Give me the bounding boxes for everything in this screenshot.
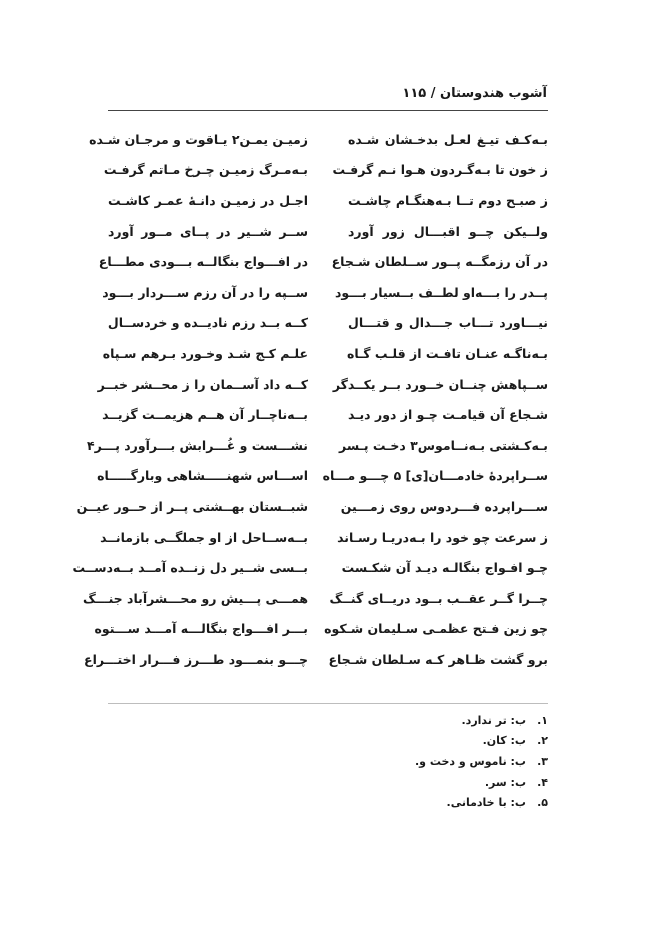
hemistich-first: ز سرعت چو خود را بـه‌دریـا رسـاند — [337, 529, 548, 545]
hemistich-second: اســـاس شهنـــــشاهی وبارگـــــاه — [97, 468, 308, 484]
couplet — [98, 246, 548, 277]
hemistich-second: بــه‌ســاحل از او جملگــی بازمانــد — [100, 529, 308, 545]
couplet — [84, 644, 548, 675]
hemistich-first: در آن رزمگــه پــور ســلطان شـجاع — [331, 254, 548, 270]
hemistich-second: در افـــواج بنگالــه بـــودی مطـــاع — [98, 254, 308, 270]
couplet — [102, 399, 548, 430]
couplet — [76, 491, 548, 522]
couplet — [94, 614, 548, 645]
footnote-text: ب: سر. — [484, 775, 526, 789]
couplet — [72, 552, 548, 583]
footnote — [108, 772, 548, 793]
footnote-divider — [108, 703, 548, 704]
couplet — [103, 155, 548, 186]
hemistich-first: چو زین فـتح عظمـی سـلیمان شـکوه — [324, 621, 548, 637]
footnote-text: ب: با خادمانی. — [446, 796, 526, 810]
hemistich-first: شـجاع آن قیامـت چـو از دور دیـد — [348, 407, 548, 423]
running-header: آشوب هندوستان / ۱۱۵ — [402, 86, 547, 101]
hemistich-second: کــه داد آســمان را ز محــشر خبــر — [97, 376, 308, 392]
couplet — [97, 369, 548, 400]
footnote-number: ۳. — [537, 754, 548, 768]
hemistich-first: پــدر را بـــه‌او لطــف بــسیار بـــود — [334, 284, 548, 300]
hemistich-first: بـه‌کـشتی بـه‌نــاموس۳ دخـت پـسر — [339, 437, 548, 453]
hemistich-second: چـــو بنمـــود طـــرز فـــرار اختـــراع — [84, 651, 308, 667]
couplet — [102, 338, 548, 369]
footnote-text: ب: کان. — [482, 734, 526, 748]
hemistich-second: علـم کـج شـد وخـورد بـرهم سـپاه — [102, 345, 308, 361]
hemistich-second: همـــی پـــیش رو محـــشرآباد جنـــگ — [82, 590, 308, 606]
footnote — [108, 731, 548, 752]
couplet — [108, 185, 548, 216]
footnote — [108, 710, 548, 731]
hemistich-second: ســپه را در آن رزم ســـردار بـــود — [102, 284, 308, 300]
hemistich-second: ســر شــیر در پــای مــور آورد — [108, 223, 308, 239]
footnote-number: ۲. — [537, 734, 548, 748]
footnote-text: ب: ناموس و دخت و. — [415, 754, 526, 768]
hemistich-second: کــه بــد رزم نادیــده و خردســال — [107, 315, 308, 331]
header-divider — [108, 110, 548, 111]
footnote — [108, 751, 548, 772]
couplet — [102, 277, 548, 308]
hemistich-first: ســپاهش چنــان خــورد بــر یکــدگر — [332, 376, 548, 392]
couplet — [97, 461, 548, 492]
hemistich-second: بـــر افـــواج بنگالـــه آمـــد ســـتوه — [94, 621, 308, 637]
footnote-number: ۱. — [537, 713, 548, 727]
hemistich-second: بـه‌مـرگ زمیـن چـرخ مـاتم گرفـت — [103, 162, 308, 178]
couplet — [108, 216, 548, 247]
hemistich-second: بــسی شــیر دل زنــده آمــد بــه‌دســت — [72, 560, 308, 576]
hemistich-second: بــه‌ناچــار آن هــم هزیمــت گزیــد — [102, 407, 308, 423]
hemistich-second: نشـــست و غُـــرابش بـــرآورد پـــر۴ — [86, 437, 308, 453]
hemistich-first: ولــیکن چــو اقبـــال زور آورد — [348, 223, 548, 239]
footnote-number: ۵. — [537, 796, 548, 810]
hemistich-second: شبــستان بهــشتی پــر از حــور عیــن — [76, 498, 308, 514]
hemistich-first: ز خون تا بـه‌گـردون هـوا نـم گرفـت — [332, 162, 548, 178]
hemistich-first: ز صبـح دوم تــا بـه‌هنگـام چاشـت — [348, 192, 548, 208]
hemistich-first: بـه‌کـف تیـغ لعـل بدخـشان شـده — [348, 131, 548, 147]
hemistich-first: چــرا گــر عقــب بــود دریــای گنــگ — [329, 590, 548, 606]
hemistich-first: ســراپردهٔ خادمـــان[ی] ۵ چـــو مـــاه — [322, 468, 548, 484]
hemistich-first: چـو افـواج بنگالـه دیـد آن شکـست — [341, 560, 548, 576]
couplet — [82, 583, 548, 614]
couplet — [86, 430, 548, 461]
hemistich-first: بـه‌ناگـه عنـان تافـت از قلـب گـاه — [346, 345, 548, 361]
hemistich-first: نیـــاورد تـــاب جـــدال و قتـــال — [348, 315, 548, 331]
couplet — [100, 522, 548, 553]
footnotes — [108, 710, 548, 813]
couplet — [108, 308, 548, 339]
hemistich-second: اجـل در زمیـن دانـهٔ عمـر کاشـت — [108, 192, 308, 208]
hemistich-first: ســـراپرده فـــردوس روی زمـــین — [340, 498, 548, 514]
footnote-number: ۴. — [537, 775, 548, 789]
footnote — [108, 792, 548, 813]
footnote-text: ب: تر ندارد. — [461, 713, 526, 727]
hemistich-second: زمیـن یمـن۲ یـاقوت و مرجـان شـده — [89, 131, 308, 147]
poem-body — [72, 124, 548, 675]
couplet — [89, 124, 548, 155]
hemistich-first: برو گشت ظـاهر کـه سـلطان شـجاع — [328, 651, 548, 667]
